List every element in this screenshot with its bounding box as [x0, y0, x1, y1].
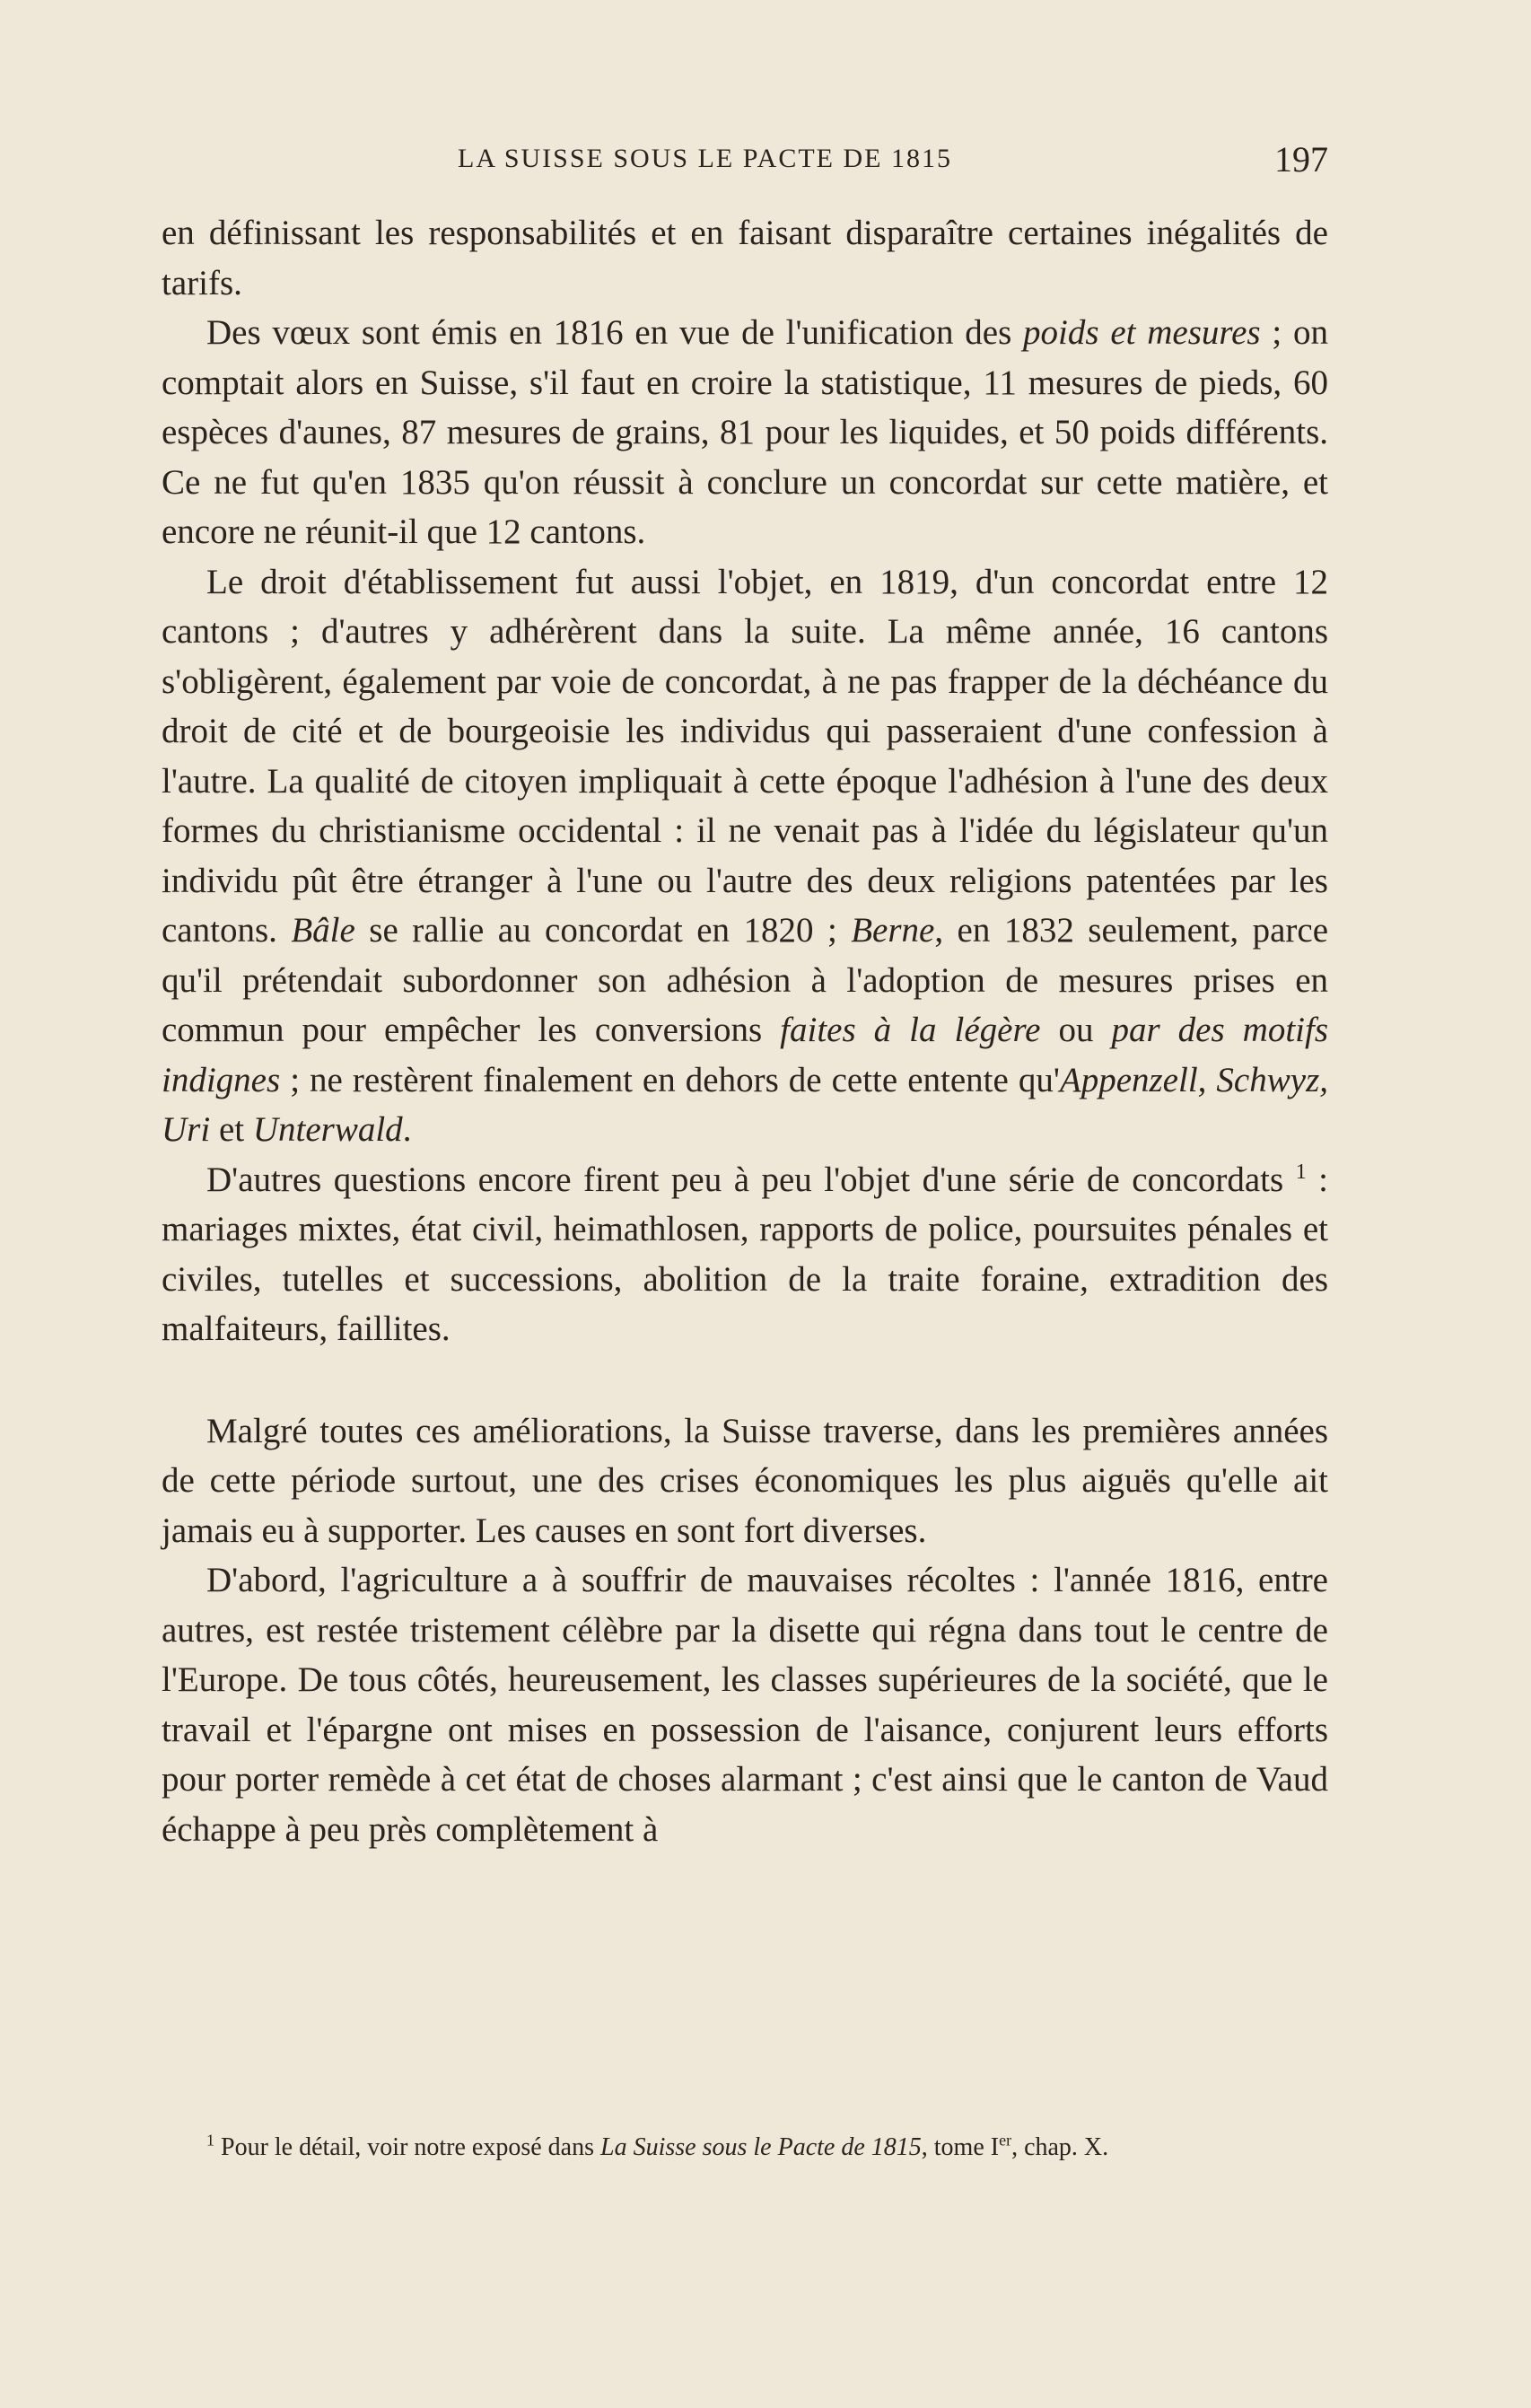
footnote-book-title: La Suisse sous le Pacte de 1815	[600, 2133, 922, 2161]
footnote-marker: 1	[206, 2131, 214, 2150]
paragraph-crise-economique: Malgré toutes ces améliorations, la Suisse traverse, dans les premières années de cette période surtout, une des crises économiques les plus aiguës qu'elle ait jamais eu à supporter. Les causes en sont fort diverses.	[162, 1411, 1328, 1550]
paragraph-agriculture: D'abord, l'agriculture a à souffrir de mauvaises récoltes : l'année 1816, entre autres, est restée tristement célèbre par la disette qui régna dans tout le centre de l'Europe. De tous côtés, heureusement, les classes supérieures de la société, que le travail et l'épargne ont mises en possession de l'aisance, conjurent leurs efforts pour porter remède à cet état de choses alarmant ; c'est ainsi que le canton de Vaud échappe à peu près complètement à	[162, 1561, 1328, 1849]
paragraph-droit-etablissement: Le droit d'établissement fut aussi l'objet, en 1819, d'un concordat entre 12 cantons ; d'autres y adhérèrent dans la suite. La même année, 16 cantons s'obligèrent, également par voie de concordat, à ne pas frapper de la déchéance du droit de cité et de bourgeoisie les individus qui passeraient d'une confession à l'autre. La qualité de citoyen impliquait à cette époque l'adhésion à l'une des deux formes du christianisme occidental : il ne venait pas à l'idée du législateur qu'un individu pût être étranger à l'une ou l'autre des deux religions patentées par les cantons. Bâle se rallie au concordat en 1820 ; Berne, en 1832 seulement, parce qu'il prétendait subordonner son adhésion à l'adoption de mesures prises en commun pour empêcher les conversions faites à la légère ou par des motifs indignes ; ne restèrent finalement en dehors de cette entente qu'Appenzell, Schwyz, Uri et Unterwald.	[162, 562, 1329, 1149]
paragraph-continuation: en définissant les responsabilités et en faisant disparaître certaines inégalités de tarifs.	[162, 214, 1328, 302]
paragraph-poids-et-mesures: Des vœux sont émis en 1816 en vue de l'unification des poids et mesures ; on comptait alors en Suisse, s'il faut en croire la statistique, 11 mesures de pieds, 60 espèces d'aunes, 87 mesures de grains, 81 pour les liquides, et 50 poids différents. Ce ne fut qu'en 1835 qu'on réussit à conclure un concordat sur cette matière, et encore ne réunit-il que 12 cantons.	[162, 313, 1328, 551]
running-title: LA SUISSE SOUS LE PACTE DE 1815	[458, 144, 952, 173]
page-number: 197	[1274, 139, 1328, 180]
footnote: $^1$ Pour le détail, voir notre exposé dans La Suisse sous le Pacte de 1815, tome Ier, chap. X.	[206, 2131, 1109, 2161]
page-header	[162, 135, 1328, 188]
paragraph-concordats: D'autres questions encore firent peu à peu l'objet d'une série de concordats $^1$ : mariages mixtes, état civil, heimathlosen, rapports de police, poursuites pénales et civiles, tutelles et successions, abolition de la traite foraine, extradition des malfaiteurs, faillites.	[162, 1160, 1328, 1348]
body-text	[162, 208, 1328, 1854]
footnote-reference[interactable]: 1	[1295, 1160, 1307, 1184]
